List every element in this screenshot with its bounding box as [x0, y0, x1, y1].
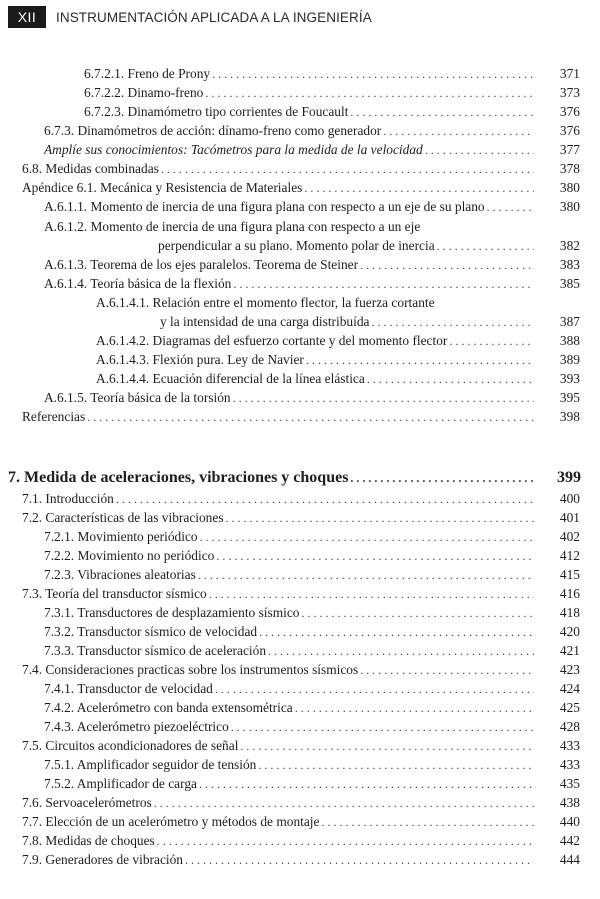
dot-leader: [300, 604, 534, 622]
dot-leader: [348, 103, 534, 121]
toc-entry-label: 7.4.3. Acelerómetro piezoeléctrico: [44, 719, 229, 734]
toc-entry-label: y la intensidad de una carga distribuída: [160, 314, 370, 329]
toc-entry: [0, 103, 600, 121]
toc-entry: [0, 237, 600, 255]
toc-entry-page: 438: [559, 795, 580, 810]
toc-entry-label: 6.7.2.1. Freno de Prony: [84, 66, 211, 81]
dot-leader: [257, 623, 534, 641]
toc-entry-page: 421: [559, 643, 580, 658]
dot-leader: [319, 813, 534, 831]
toc-entry-label: 7.3.3. Transductor sísmico de aceleración: [44, 643, 267, 658]
toc-entry: [0, 718, 600, 736]
dot-leader: [358, 661, 534, 679]
toc-entry: [0, 794, 600, 812]
dot-leader: [381, 122, 534, 140]
toc-entry-label: 6.7.2.2. Dinamo-freno: [84, 85, 204, 100]
dot-leader: [231, 275, 534, 293]
toc-entry: [0, 179, 600, 197]
toc-entry-page: 400: [559, 491, 580, 506]
toc-entry: [0, 275, 600, 293]
toc-entry: [0, 294, 600, 312]
toc-entry: [0, 389, 600, 407]
toc-entry: [0, 775, 600, 793]
toc-entry: [0, 585, 600, 603]
toc-entry-label: 7.4.1. Transductor de velocidad: [44, 681, 213, 696]
toc-entry-label: 7.3.1. Transductores de desplazamiento sísmico: [44, 605, 300, 620]
toc-entry-page: 423: [559, 662, 580, 677]
toc-entry-label: A.6.1.3. Teorema de los ejes paralelos. Teorema de Steiner: [44, 257, 359, 272]
dot-leader: [365, 370, 534, 388]
toc-entry-label: 7.2. Características de las vibraciones: [22, 510, 224, 525]
toc-entry-page: 383: [559, 257, 580, 272]
toc-entry-page: 420: [559, 624, 580, 639]
toc-entry-page: 377: [559, 142, 580, 157]
toc-entry-label: A.6.1.4. Teoría básica de la flexión: [44, 276, 232, 291]
toc-entry-label: 7.1. Introducción: [22, 491, 114, 506]
toc-entry-page: 387: [559, 314, 580, 329]
toc-entry-page: 402: [559, 529, 580, 544]
dot-leader: [485, 198, 534, 216]
dot-leader: [210, 65, 534, 83]
dot-leader: [183, 851, 534, 869]
toc-entry-page: 382: [559, 238, 580, 253]
toc-entry-label: 7.9. Generadores de vibración: [22, 852, 183, 867]
toc-entry: [0, 566, 600, 584]
toc-entry-page: 393: [559, 371, 580, 386]
toc-entry: [0, 332, 600, 350]
toc-entry: [0, 661, 600, 679]
dot-leader: [293, 699, 534, 717]
toc-entry-page: 376: [559, 123, 580, 138]
toc-entry-label: 7.3. Teoría del transductor sísmico: [22, 586, 207, 601]
dot-leader: [348, 468, 534, 488]
dot-leader: [114, 490, 534, 508]
toc-entry: [0, 490, 600, 508]
toc-entry-label: 7.8. Medidas de choques: [22, 833, 155, 848]
toc-entry: [0, 256, 600, 274]
toc-entry-page: 373: [559, 85, 580, 100]
toc-entry-label: 6.7.3. Dinamómetros de acción: dínamo-freno como generador: [44, 123, 382, 138]
toc-entry-page: 389: [559, 352, 580, 367]
toc-entry-page: 412: [559, 548, 580, 563]
dot-leader: [196, 566, 534, 584]
toc-entry: [0, 218, 600, 236]
toc-entry-page: 398: [559, 409, 580, 424]
toc-entry: [0, 198, 600, 216]
toc-entry-page: 428: [559, 719, 580, 734]
toc-entry: [0, 313, 600, 331]
toc-entry-label: 7.4.2. Acelerómetro con banda extensométrica: [44, 700, 293, 715]
toc-entry-page: 442: [559, 833, 580, 848]
toc-entry-page: 418: [559, 605, 580, 620]
toc-entry-label: 7.5. Circuitos acondicionadores de señal: [22, 738, 239, 753]
dot-leader: [203, 84, 534, 102]
toc-entry-label: 7.4. Consideraciones practicas sobre los instrumentos sísmicos: [22, 662, 359, 677]
dot-leader: [369, 313, 534, 331]
toc-entry-page: 433: [559, 757, 580, 772]
dot-leader: [85, 408, 534, 426]
dot-leader: [229, 718, 534, 736]
page-number-badge: XII: [8, 6, 46, 28]
toc-entry-page: 416: [559, 586, 580, 601]
toc-entry-page: 380: [559, 180, 580, 195]
toc-entry-page: 401: [559, 510, 580, 525]
dot-leader: [447, 332, 534, 350]
dot-leader: [304, 351, 534, 369]
toc-entry-label: A.6.1.2. Momento de inercia de una figura plana con respecto a un eje: [44, 219, 421, 234]
toc-entry-page: 388: [559, 333, 580, 348]
dot-leader: [256, 756, 534, 774]
toc-entry-page: 425: [559, 700, 580, 715]
toc-entry-page: 444: [559, 852, 580, 867]
toc-entry-label: 6.7.2.3. Dinamómetro tipo corrientes de Foucault: [84, 104, 349, 119]
toc-entry-label: 7.5.1. Amplificador seguidor de tensión: [44, 757, 257, 772]
dot-leader: [214, 547, 534, 565]
toc-entry: [0, 528, 600, 546]
toc-entry-page: 371: [559, 66, 580, 81]
dot-leader: [198, 528, 534, 546]
toc-entry-label: 7.5.2. Amplificador de carga: [44, 776, 197, 791]
toc-entry-label: Apéndice 6.1. Mecánica y Resistencia de Materiales: [22, 180, 303, 195]
toc-entry: [0, 65, 600, 83]
toc-entry-label: Referencias: [22, 409, 86, 424]
toc-entry-label: A.6.1.5. Teoría básica de la torsión: [44, 390, 231, 405]
toc-entry: [0, 604, 600, 622]
toc-entry: [0, 813, 600, 831]
toc-chapter-heading: [0, 468, 600, 488]
dot-leader: [224, 509, 534, 527]
toc-entry-label: 6.8. Medidas combinadas: [22, 161, 159, 176]
chapter-title: 7. Medida de aceleraciones, vibraciones y choques: [8, 469, 349, 486]
toc-entry-label: 7.2.1. Movimiento periódico: [44, 529, 198, 544]
toc-entry: [0, 737, 600, 755]
toc-entry-page: 424: [559, 681, 580, 696]
toc-entry: [0, 122, 600, 140]
toc-entry-label: A.6.1.4.1. Relación entre el momento flector, la fuerza cortante: [96, 295, 435, 310]
toc-entry: [0, 370, 600, 388]
toc-entry-label: 7.3.2. Transductor sísmico de velocidad: [44, 624, 258, 639]
toc-entry-label: 7.7. Elección de un acelerómetro y métodos de montaje: [22, 814, 320, 829]
toc-entry: [0, 408, 600, 426]
dot-leader: [302, 179, 534, 197]
dot-leader: [155, 832, 534, 850]
toc-entry: [0, 756, 600, 774]
toc-entry: [0, 547, 600, 565]
toc-entry: [0, 84, 600, 102]
toc-entry: [0, 141, 600, 159]
toc-entry-label: Amplíe sus conocimientos: Tacómetros para la medida de la velocidad: [44, 142, 423, 157]
dot-leader: [435, 237, 534, 255]
toc-entry-page: 378: [559, 161, 580, 176]
dot-leader: [152, 794, 534, 812]
dot-leader: [159, 160, 534, 178]
toc-entry: [0, 351, 600, 369]
toc-entry-label: A.6.1.4.4. Ecuación diferencial de la línea elástica: [96, 371, 365, 386]
dot-leader: [238, 737, 534, 755]
toc-entry-page: 433: [559, 738, 580, 753]
toc-entry: [0, 699, 600, 717]
toc-entry-page: 385: [559, 276, 580, 291]
toc-entry-label: 7.6. Servoacelerómetros: [22, 795, 152, 810]
toc-entry-page: 415: [559, 567, 580, 582]
toc-entry-label: 7.2.2. Movimiento no periódico: [44, 548, 215, 563]
toc-entry-label: A.6.1.4.3. Flexión pura. Ley de Navier: [96, 352, 304, 367]
page-header: [8, 6, 372, 28]
dot-leader: [213, 680, 534, 698]
toc-entry-page: 440: [559, 814, 580, 829]
running-title: INSTRUMENTACIÓN APLICADA A LA INGENIERÍA: [56, 9, 372, 25]
toc-entry-label: 7.2.3. Vibraciones aleatorias: [44, 567, 196, 582]
dot-leader: [207, 585, 534, 603]
dot-leader: [358, 256, 534, 274]
toc-entry: [0, 832, 600, 850]
toc-entry-label: perpendicular a su plano. Momento polar de inercia: [158, 238, 435, 253]
chapter-page: 399: [557, 469, 581, 486]
toc-entry-page: 376: [559, 104, 580, 119]
dot-leader: [197, 775, 534, 793]
toc-entry: [0, 509, 600, 527]
toc-entry: [0, 680, 600, 698]
toc-entry-label: A.6.1.4.2. Diagramas del esfuerzo cortante y del momento flector: [96, 333, 448, 348]
toc-entry-page: 435: [559, 776, 580, 791]
dot-leader: [266, 642, 534, 660]
toc-entry-label: A.6.1.1. Momento de inercia de una figura plana con respecto a un eje de su plano: [44, 199, 485, 214]
toc-entry-page: 395: [559, 390, 580, 405]
toc-entry: [0, 851, 600, 869]
toc-entry-page: 380: [559, 199, 580, 214]
dot-leader: [231, 389, 534, 407]
dot-leader: [423, 141, 534, 159]
toc-entry: [0, 160, 600, 178]
toc-entry: [0, 623, 600, 641]
toc-entry: [0, 642, 600, 660]
